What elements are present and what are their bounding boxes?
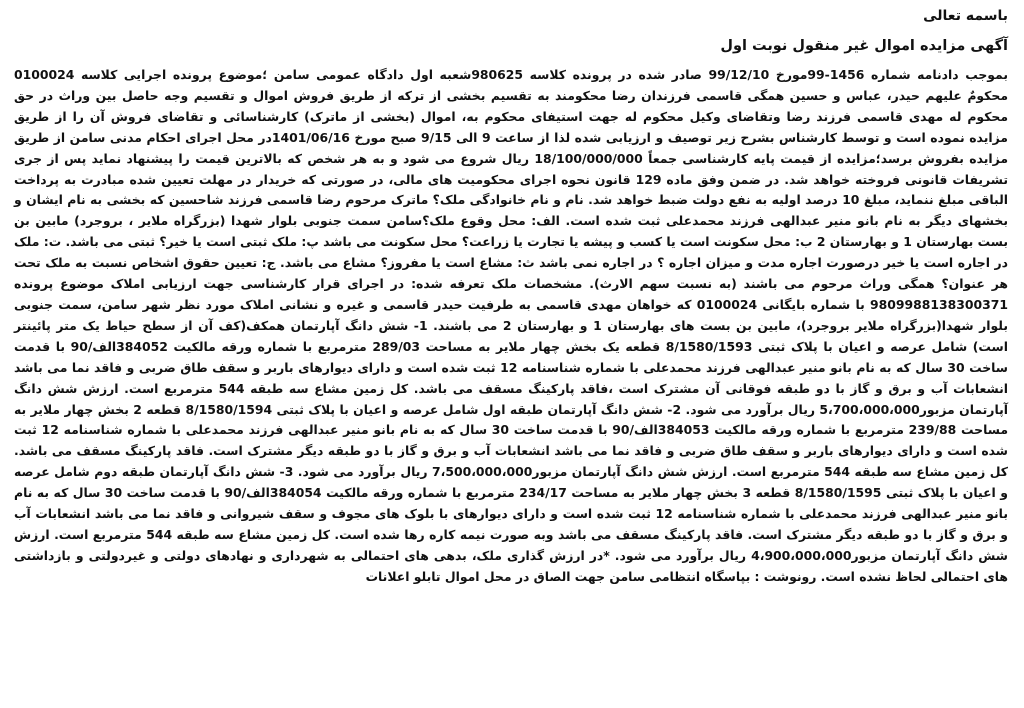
- notice-body: بموجب دادنامه شماره 1456-99مورخ 99/12/10 صادر شده در پرونده کلاسه 980625شعبه اول دادگاه عمومی سامن ؛موضوع پرونده اجرایی کلاسه 0100024 محکومٌ علیهم حیدر، عباس و حسین همگی قاسمی فرزندان رضا محکومند به تقسیم بخشی از ترکه از طریق فروش اموال و تقسیم وجه حاصل بین وراث در حق محکوم له مهدی قاسمی فرزند رضا وتقاضای وکیل محکوم له جهت استیفای محکوم به، اموال (بخشی از ماترک) کارشناسائی و تقاضای فروش آن را از طریق مزایده نموده است و توسط کارشناس بشرح زیر توصیف و ارزیابی شده لذا از ساعت 9 الی 9/15 صبح مورخ 1401/06/16در محل اجرای احکام مدنی سامن از طریق مزایده بفروش برسد؛مزایده از قیمت پایه کارشناسی جمعاً 18/100/000/000 ریال شروع می شود و به هر شخص که بالاترین قیمت را پیشنهاد نماید پس از جری تشریفات قانونی فروخته خواهد شد. در ضمن وفق ماده 129 قانون نحوه اجرای محکومیت های مالی، در صورتی که خریدار در مهلت تعیین شده مبادرت به پرداخت الباقی مبلغ ننماید، مبلغ 10 درصد اولیه به نفع دولت ضبط خواهد شد. نام و نام خانوادگی ملک؟ ماترک مرحوم رضا قاسمی فرزند شاحسین که بخشی به نام ایشان و بخشهای دیگر به نام بانو منیر عبدالهی فرزند محمدعلی ثبت شده است. الف: محل وقوع ملک؟سامن سمت جنوبی بلوار شهدا (بزرگراه ملایر ، بروجرد) مابین بن بست بهارستان 1 و بهارستان 2 ب: محل سکونت است یا کسب و پیشه یا تجارت یا زراعت؟ محل سکونت می باشد پ: ملک ثبتی است یا خیر؟ ثبتی می باشد. ت: ملک در اجاره است یا خیر درصورت اجاره مدت و میزان اجاره ؟ در اجاره نمی باشد ث: مشاع است یا مفروز؟ مشاع می باشد. ج: تعیین حقوق اشخاص نسبت به ملک تحت هر عنوان؟ همگی وراث مرحوم می باشند (به نسبت سهم الارث). مشخصات ملک تعرفه شده: در اجرای قرار کارشناسی جهت ارزیابی املاک موضوع پرونده 9809988138300371 با شماره بایگانی 0100024 که خواهان مهدی قاسمی به طرفیت حیدر قاسمی و غیره و نشانی املاک مورد نظر شهر سامن، سمت جنوبی بلوار شهدا(بزرگراه ملایر بروجرد)، مابین بن بست های بهارستان 1 و بهارستان 2 می باشند. 1- شش دانگ آپارتمان همکف(کف آن از سطح حیاط یک متر پائینتر است) شامل عرصه و اعیان با پلاک ثبتی 8/1580/1593 قطعه یک بخش چهار ملایر به مساحت 289/03 مترمربع با شماره ورقه مالکیت 384052الف/90 با قدمت ساخت 30 سال که به نام بانو منیر عبدالهی فرزند محمدعلی با شماره شناسنامه 12 ثبت شده است و دارای دیوارهای باربر و سقف طاق ضربی و فاقد نما می باشد انشعابات آب و برق و گاز با دو طبقه فوقانی آن مشترک است ،فاقد پارکینگ مسقف می باشد. کل زمین مشاع سه طبقه 544 مترمربع است. ارزش شش دانگ آپارتمان مزبور5،700،000،000 ریال برآورد می شود. 2- شش دانگ آپارتمان طبقه اول شامل عرصه و اعیان با پلاک ثبتی 8/1580/1594 قطعه 2 بخش چهار ملایر به مساحت 239/88 مترمربع با شماره ورقه مالکیت 384053الف/90 با قدمت ساخت 30 سال که به نام بانو منیر عبدالهی فرزند محمدعلی با شماره شناسنامه 12 ثبت شده است و دارای دیوارهای باربر و سقف طاق ضربی و فاقد نما می باشد انشعابات آب و برق و گاز با دو طبقه دیگر مشترک است. فاقد پارکینگ مسقف می باشد. کل زمین مشاع سه طبقه 544 مترمربع است. ارزش شش دانگ آپارتمان مزبور7،500،000،000 ریال برآورد می شود. 3- شش دانگ آپارتمان طبقه دوم شامل عرصه و اعیان با پلاک ثبتی 8/1580/1595 قطعه 3 بخش چهار ملایر به مساحت 234/17 مترمربع با شماره ورقه مالکیت 384054الف/90 با قدمت ساخت 30 سال که به نام بانو منیر عبدالهی فرزند محمدعلی با شماره شناسنامه 12 ثبت شده است و دارای دیوارهای با بلوک های مجوف و سقف شیروانی و فاقد نما می باشد انشعابات آب و برق و گاز با دو طبقه دیگر مشترک است. فاقد پارکینگ مسقف می باشد وبه صورت نیمه کاره رها شده است. کل زمین مشاع سه طبقه 544 مترمربع است. ارزش شش دانگ آپارتمان مزبور4،900،000،000 ریال برآورد می شود. *در ارزش گذاری ملک، بدهی های احتمالی به شهرداری و نهادهای دولتی و غیردولتی و بازداشتی های احتمالی لحاظ نشده است. رونوشت : بپاسگاه انتظامی سامن جهت الصاق در محل اموال تابلو اعلانات: [14, 67, 1009, 584]
- notice-title: آگهی مزایده اموال غیر منقول نوبت اول: [720, 38, 1008, 54]
- notice-heading: باسمه تعالی: [923, 8, 1008, 24]
